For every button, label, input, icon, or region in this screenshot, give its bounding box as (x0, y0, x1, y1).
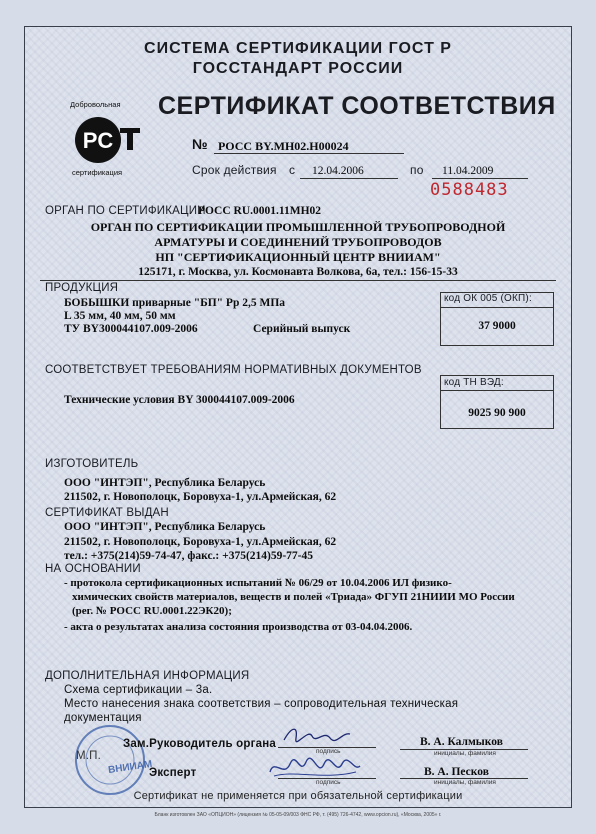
tnved-value: 9025 90 900 (468, 407, 526, 419)
head-signature-caption: подпись (316, 748, 341, 755)
organ-code: РОСС RU.0001.11МН02 (198, 205, 322, 217)
okp-divider (440, 307, 554, 308)
tnved-label: код ТН ВЭД: (444, 377, 504, 388)
head-name: В. А. Калмыков (420, 736, 503, 748)
mp-label: М.П. (76, 750, 102, 762)
certificate-title: СЕРТИФИКАТ СООТВЕТСТВИЯ (158, 92, 556, 120)
organ-name-line3: НП "СЕРТИФИКАЦИОННЫЙ ЦЕНТР ВНИИАМ" (155, 250, 441, 264)
additional-line3: документация (64, 712, 142, 724)
expert-label: Эксперт (149, 767, 197, 779)
logo-bottom-text: сертификация (72, 168, 123, 177)
rst-logo-icon (64, 100, 144, 178)
head-signature (282, 724, 352, 746)
validity-to-date: 11.04.2009 (442, 165, 494, 177)
issued-line1: ООО "ИНТЭП", Республика Беларусь (64, 521, 266, 533)
product-line1: БОБЫШКИ приварные "БП" Рр 2,5 МПа (64, 297, 286, 309)
stamp-text: ВНИИАМ (107, 758, 153, 777)
svg-text:PC: PC (82, 128, 114, 153)
basis-line1: - протокола сертификационных испытаний № 06/29 от 10.04.2006 ИЛ физико- (64, 577, 452, 589)
number-underline (214, 153, 404, 154)
validity-label: Срок действия (192, 163, 277, 177)
basis-line2: химических свойств материалов, веществ и полей «Триада» ФГУП 21НИИИ МО России (72, 591, 515, 603)
organ-name-line2: АРМАТУРЫ И СОЕДИНЕНИЙ ТРУБОПРОВОДОВ (154, 235, 442, 249)
footer-printer: Бланк изготовлен ЗАО «ОПЦИОН» (лицензия № 05-05-09/003 ФНС РФ, т. (495) 726-4742, www.opcion.ru), «Москва, 2005» г. (154, 812, 442, 818)
manufacturer-line1: ООО "ИНТЭП", Республика Беларусь (64, 477, 266, 489)
manufacturer-label: ИЗГОТОВИТЕЛЬ (45, 458, 139, 470)
expert-signature-caption: подпись (316, 779, 341, 786)
okp-label: код ОК 005 (ОКП): (444, 293, 532, 304)
expert-name: В. А. Песков (424, 766, 489, 778)
issued-label: СЕРТИФИКАТ ВЫДАН (45, 507, 169, 519)
product-line3-serial: Серийный выпуск (253, 323, 351, 335)
system-title: СИСТЕМА СЕРТИФИКАЦИИ ГОСТ Р (144, 40, 452, 57)
certificate-number: РОСС BY.МН02.Н00024 (218, 139, 349, 153)
product-label: ПРОДУКЦИЯ (45, 282, 119, 294)
conformity-text: Технические условия BY 300044107.009-2006 (64, 394, 295, 406)
validity-from-label: с (289, 163, 296, 177)
additional-label: ДОПОЛНИТЕЛЬНАЯ ИНФОРМАЦИЯ (45, 670, 250, 682)
footer-note: Сертификат не применяется при обязательной сертификации (133, 790, 463, 802)
head-name-caption: инициалы, фамилия (434, 750, 496, 757)
basis-line3: (рег. № РОСС RU.0001.22ЭК20); (72, 605, 232, 617)
organ-address: 125171, г. Москва, ул. Космонавта Волкова, 6а, тел.: 156-15-33 (138, 266, 458, 278)
authority-title: ГОССТАНДАРТ РОССИИ (192, 60, 404, 77)
validity-from-underline (300, 178, 398, 179)
conformity-label: СООТВЕТСТВУЕТ ТРЕБОВАНИЯМ НОРМАТИВНЫХ ДОКУМЕНТОВ (45, 364, 422, 376)
issued-line3: тел.: +375(214)59-74-47, факс.: +375(214)59-77-45 (64, 550, 314, 562)
product-line3-tu: ТУ BY300044107.009-2006 (64, 323, 198, 335)
serial-number: 0588483 (430, 180, 509, 200)
validity-from-date: 12.04.2006 (312, 165, 364, 177)
logo-top-text: Добровольная (70, 100, 121, 109)
organ-name-line1: ОРГАН ПО СЕРТИФИКАЦИИ ПРОМЫШЛЕННОЙ ТРУБОПРОВОДНОЙ (90, 220, 506, 234)
basis-label: НА ОСНОВАНИИ (45, 563, 141, 575)
basis-line4: - акта о результатах анализа состояния производства от 03-04.04.2006. (64, 621, 413, 633)
manufacturer-line2: 211502, г. Новополоцк, Боровуха-1, ул.Армейская, 62 (64, 491, 337, 503)
validity-to-underline (432, 178, 528, 179)
head-label: Зам.Руководитель органа (123, 738, 276, 750)
organ-underline (40, 280, 556, 281)
number-prefix: № (192, 136, 208, 152)
rst-logo (64, 100, 144, 178)
okp-value: 37 9000 (478, 320, 516, 332)
product-line2: L 35 мм, 40 мм, 50 мм (64, 310, 176, 322)
signature-icon (282, 724, 352, 746)
additional-line1: Схема сертификации – 3а. (64, 684, 213, 696)
organ-label: ОРГАН ПО СЕРТИФИКАЦИИ (45, 205, 206, 217)
validity-to-label: по (410, 163, 424, 177)
additional-line2: Место нанесения знака соответствия – сопроводительная техническая (64, 698, 459, 710)
issued-line2: 211502, г. Новополоцк, Боровуха-1, ул.Армейская, 62 (64, 536, 337, 548)
expert-name-caption: инициалы, фамилия (434, 779, 496, 786)
tnved-divider (440, 390, 554, 391)
